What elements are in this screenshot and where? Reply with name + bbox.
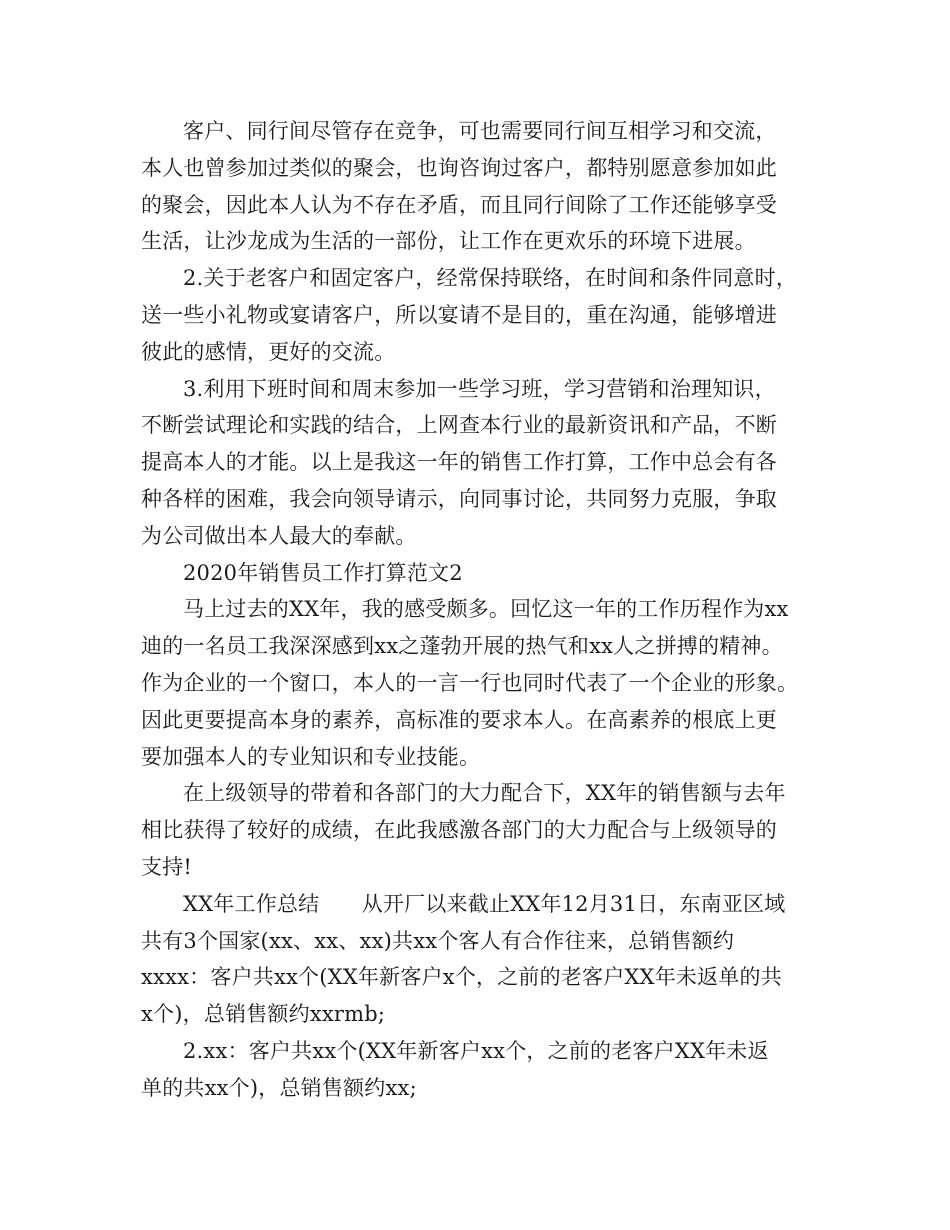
text-line: 不断尝试理论和实践的结合，上网查本行业的最新资讯和产品，不断 — [141, 413, 777, 438]
document-body — [141, 113, 821, 1107]
text-line: 为公司做出本人最大的奉献。 — [141, 523, 417, 548]
text-line: 提高本人的才能。以上是我这一年的销售工作打算，工作中总会有各 — [141, 450, 777, 475]
text-line: 要加强本人的专业知识和专业技能。 — [141, 744, 481, 769]
text-line: 2.xx：客户共xx个(XX年新客户xx个，之前的老客户XX年未返 — [183, 1038, 769, 1063]
text-line: 迪的一名员工我深深感到xx之蓬勃开展的热气和xx人之拼搏的精神。 — [141, 634, 783, 659]
text-line: 生活，让沙龙成为生活的一部份，让工作在更欢乐的环境下进展。 — [141, 229, 756, 254]
text-line: 马上过去的XX年，我的感受颇多。回忆这一年的工作历程作为xx — [183, 597, 789, 622]
text-line: 送一些小礼物或宴请客户，所以宴请不是目的，重在沟通，能够增进 — [141, 302, 777, 327]
text-line: 客户、同行间尽管存在竞争，可也需要同行间互相学习和交流， — [183, 119, 777, 143]
text-line: 2.关于老客户和固定客户，经常保持联络，在时间和条件同意时， — [183, 266, 798, 291]
text-line: 单的共xx个)，总销售额约xx; — [141, 1075, 417, 1100]
text-line: 彼此的感情，更好的交流。 — [141, 339, 396, 364]
text-line: 相比获得了较好的成绩，在此我感激各部门的大力配合与上级领导的 — [141, 818, 777, 843]
text-line: 种各样的困难，我会向领导请示，向同事讨论，共同努力克服，争取 — [141, 486, 777, 511]
text-line: 因此更要提高本身的素养，高标准的要求本人。在高素养的根底上更 — [141, 707, 777, 732]
text-line: 的聚会，因此本人认为不存在矛盾，而且同行间除了工作还能够享受 — [141, 192, 777, 217]
section-heading: 2020年销售员工作打算范文2 — [183, 560, 463, 585]
text-line: 作为企业的一个窗口，本人的一言一行也同时代表了一个企业的形象。 — [141, 670, 799, 695]
text-line: x个)，总销售额约xxrmb; — [141, 1002, 386, 1027]
text-line: 在上级领导的带着和各部门的大力配合下，XX年的销售额与去年 — [183, 781, 786, 806]
text-line: xxxx：客户共xx个(XX年新客户x个，之前的老客户XX年未返单的共 — [141, 965, 782, 990]
text-line: XX年工作总结 从开厂以来截止XX年12月31日，东南亚区域 — [183, 891, 786, 916]
text-line: 3.利用下班时间和周末参加一些学习班，学习营销和治理知识， — [183, 376, 776, 401]
text-line: 本人也曾参加过类似的聚会，也询咨询过客户，都特别愿意参加如此 — [141, 155, 777, 180]
text-line: 支持! — [141, 854, 193, 879]
text-line: 共有3个国家(xx、xx、xx)共xx个客人有合作往来，总销售额约 — [141, 928, 735, 953]
